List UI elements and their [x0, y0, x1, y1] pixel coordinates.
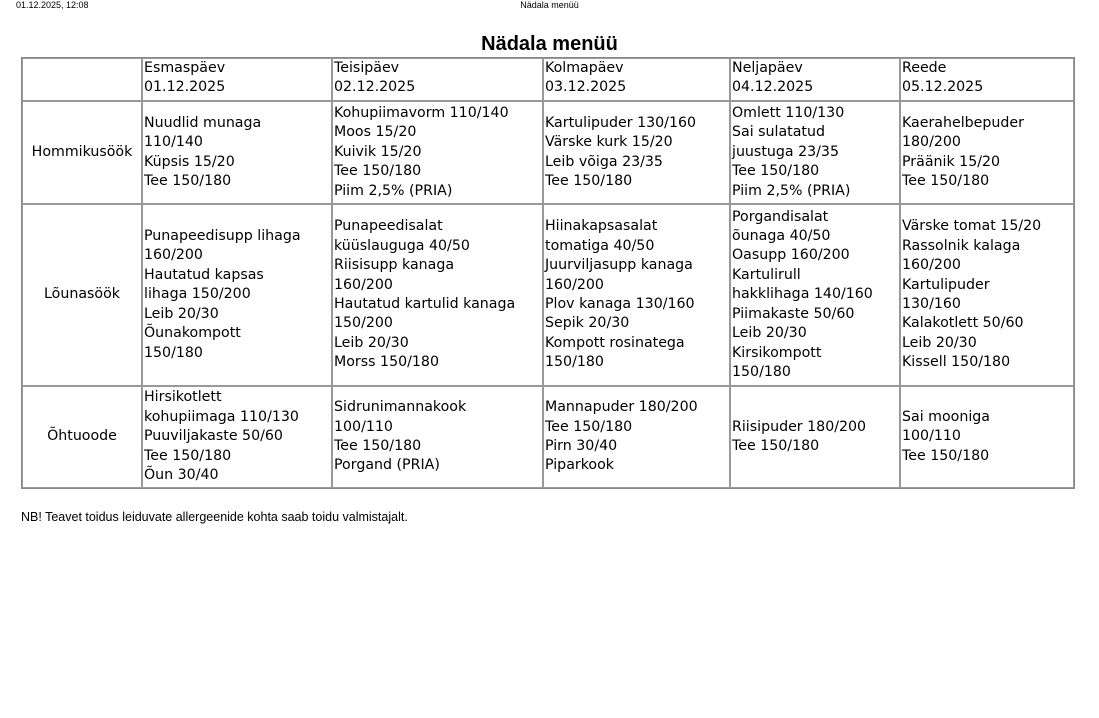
menu-cell	[332, 386, 543, 488]
menu-line: Tee 150/180	[334, 438, 422, 454]
menu-line: Kompott rosinatega	[545, 334, 685, 351]
menu-line: Värske tomat 15/20	[902, 218, 1042, 235]
menu-line: Sai sulatatud	[732, 124, 825, 141]
menu-line: Värske kurk 15/20	[545, 134, 673, 151]
menu-line: Mannapuder 180/200	[545, 399, 698, 416]
menu-line: 180/200	[902, 134, 961, 151]
menu-line: 110/140	[144, 134, 203, 151]
corner-cell	[22, 58, 142, 101]
menu-line: Riisipuder 180/200	[732, 418, 867, 435]
menu-line: Kohupiimavorm 110/140	[334, 104, 509, 121]
menu-line: Tee 150/180	[545, 418, 633, 435]
menu-line: küüslauguga 40/50	[334, 237, 470, 254]
menu-line: Morss 150/180	[334, 354, 439, 371]
menu-line: Leib 20/30	[144, 305, 219, 322]
menu-line: Punapeedisalat	[334, 218, 443, 235]
menu-line: Rassolnik kalaga	[902, 237, 1021, 254]
menu-line: 160/200	[545, 276, 604, 293]
menu-line: Leib võiga 23/35	[545, 153, 663, 170]
menu-line: Hautatud kartulid kanaga	[334, 296, 516, 312]
menu-line: Kartulipuder 130/160	[545, 114, 697, 131]
menu-line: Moos 15/20	[334, 124, 417, 141]
menu-line: lihaga 150/200	[144, 286, 251, 303]
menu-line: 150/180	[144, 344, 203, 361]
meal-row	[22, 101, 1074, 204]
menu-line: Porgandisalat	[732, 208, 829, 225]
menu-line: Punapeedisupp lihaga	[144, 228, 301, 245]
menu-line: 160/200	[902, 257, 961, 274]
menu-line: Oasupp 160/200	[732, 247, 850, 264]
menu-line: juustuga 23/35	[732, 143, 839, 160]
menu-line: Porgand (PRIA)	[334, 457, 440, 474]
menu-line: Puuviljakaste 50/60	[144, 428, 283, 445]
menu-line: Plov kanaga 130/160	[545, 296, 695, 312]
menu-line: Tee 150/180	[144, 447, 232, 464]
menu-line: Küpsis 15/20	[144, 153, 235, 170]
menu-line: Pirn 30/40	[545, 438, 618, 454]
day-date: 04.12.2025	[732, 79, 814, 96]
menu-line: Tee 150/180	[334, 163, 422, 180]
meal-label: Hommikusöök	[22, 101, 142, 204]
menu-cell	[730, 204, 900, 386]
menu-line: Tee 150/180	[732, 163, 820, 180]
meal-row	[22, 204, 1074, 386]
menu-line: Nuudlid munaga	[144, 114, 262, 131]
day-header-1	[142, 58, 332, 101]
menu-line: Tee 150/180	[144, 172, 232, 189]
day-name: Esmaspäev	[144, 60, 226, 76]
menu-line: Piim 2,5% (PRIA)	[732, 182, 851, 199]
day-name: Neljapäev	[732, 60, 803, 76]
meal-row	[22, 386, 1074, 488]
menu-cell	[900, 204, 1074, 386]
menu-line: 150/180	[732, 363, 791, 380]
menu-cell	[543, 204, 730, 386]
menu-line: hakklihaga 140/160	[732, 286, 873, 303]
page-title: Nädala menüü	[481, 33, 618, 55]
menu-cell	[142, 386, 332, 488]
menu-line: Sepik 20/30	[545, 315, 630, 332]
day-date: 03.12.2025	[545, 79, 627, 96]
menu-cell	[332, 204, 543, 386]
print-page-title: Nädala menüü	[520, 0, 579, 10]
menu-cell	[142, 204, 332, 386]
menu-line: Sidrunimannakook	[334, 399, 467, 416]
menu-line: Kalakotlett 50/60	[902, 315, 1024, 332]
day-name: Teisipäev	[334, 60, 400, 76]
day-header-3	[543, 58, 730, 101]
menu-line: Kaerahelbepuder	[902, 114, 1024, 131]
menu-line: Tee 150/180	[902, 447, 990, 464]
day-date: 05.12.2025	[902, 79, 984, 96]
day-header-4	[730, 58, 900, 101]
menu-line: Õunakompott	[144, 325, 241, 342]
menu-line: Leib 20/30	[334, 334, 409, 351]
menu-line: Piparkook	[545, 457, 615, 474]
menu-line: Õun 30/40	[144, 467, 219, 484]
menu-cell	[543, 101, 730, 204]
menu-line: Tee 150/180	[902, 172, 990, 189]
menu-line: Leib 20/30	[732, 325, 807, 342]
menu-line: 100/110	[334, 418, 393, 435]
day-name: Reede	[902, 60, 947, 76]
menu-line: Kuivik 15/20	[334, 143, 422, 160]
menu-line: Kartulipuder	[902, 276, 990, 293]
menu-line: Hiinakapsasalat	[545, 218, 658, 235]
menu-line: Tee 150/180	[732, 438, 820, 454]
menu-cell	[332, 101, 543, 204]
menu-line: Juurviljasupp kanaga	[545, 257, 693, 274]
menu-line: 100/110	[902, 428, 961, 445]
day-name: Kolmapäev	[545, 60, 624, 76]
menu-line: Kirsikompott	[732, 344, 822, 361]
menu-line: 130/160	[902, 296, 961, 312]
menu-cell	[900, 101, 1074, 204]
menu-line: kohupiimaga 110/130	[144, 408, 299, 425]
day-date: 01.12.2025	[144, 79, 226, 96]
menu-line: Kissell 150/180	[902, 354, 1011, 371]
day-header-5	[900, 58, 1074, 101]
menu-cell	[543, 386, 730, 488]
menu-cell	[900, 386, 1074, 488]
menu-line: Tee 150/180	[545, 172, 633, 189]
menu-cell	[730, 101, 900, 204]
meal-label: Õhtuoode	[22, 386, 142, 488]
day-header-2	[332, 58, 543, 101]
menu-line: 160/200	[334, 276, 393, 293]
menu-cell	[142, 101, 332, 204]
menu-line: 150/180	[545, 354, 604, 371]
menu-line: Piim 2,5% (PRIA)	[334, 182, 453, 199]
print-datetime: 01.12.2025, 12:08	[16, 0, 89, 10]
menu-line: Riisisupp kanaga	[334, 257, 455, 274]
menu-line: Hautatud kapsas	[144, 266, 264, 283]
weekly-menu-table	[21, 57, 1075, 489]
menu-line: 150/200	[334, 315, 393, 332]
header-row	[22, 58, 1074, 101]
menu-line: Leib 20/30	[902, 334, 977, 351]
menu-line: Sai mooniga	[902, 408, 990, 425]
menu-line: Präänik 15/20	[902, 153, 1001, 170]
menu-line: õunaga 40/50	[732, 228, 831, 245]
menu-line: Omlett 110/130	[732, 104, 845, 121]
menu-line: Hirsikotlett	[144, 389, 222, 406]
menu-cell	[730, 386, 900, 488]
allergen-note: NB! Teavet toidus leiduvate allergeenide kohta saab toidu valmistajalt.	[21, 510, 408, 524]
menu-line: tomatiga 40/50	[545, 237, 655, 254]
meal-label: Lõunasöök	[22, 204, 142, 386]
menu-line: 160/200	[144, 247, 203, 264]
menu-line: Kartulirull	[732, 266, 801, 283]
day-date: 02.12.2025	[334, 79, 416, 96]
menu-line: Piimakaste 50/60	[732, 305, 855, 322]
